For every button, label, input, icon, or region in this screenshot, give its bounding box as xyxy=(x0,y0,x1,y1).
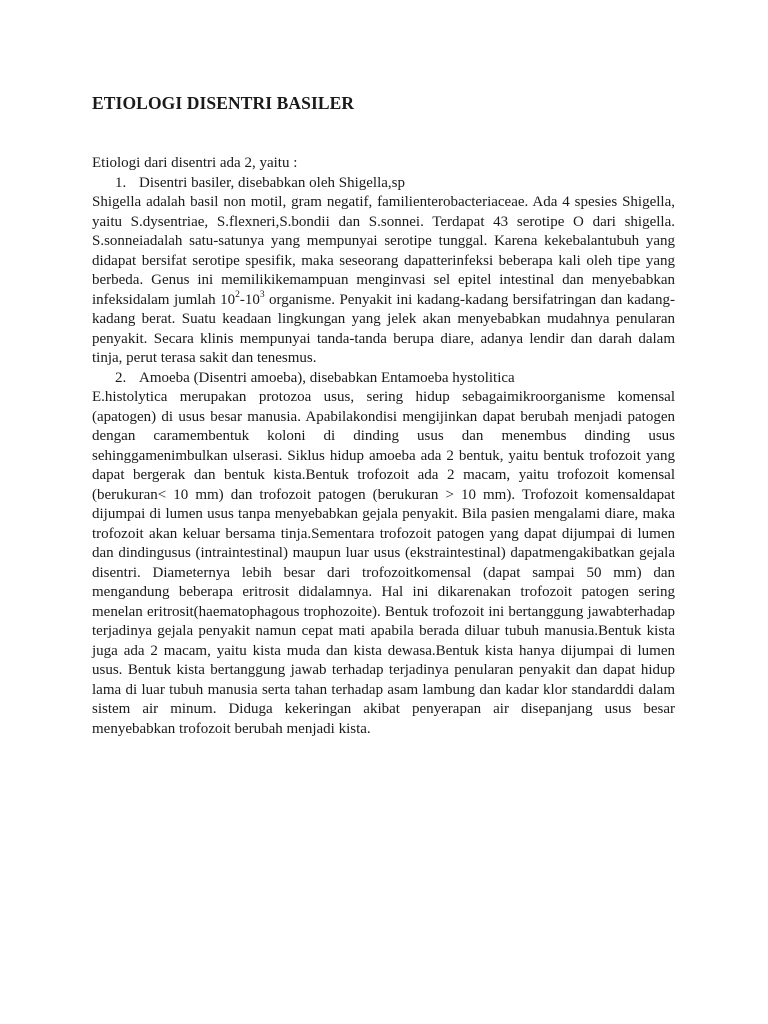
list-item-number-2: 2. xyxy=(115,369,127,386)
list-item-heading-text-2: Amoeba (Disentri amoeba), disebabkan Entamoeba hystolitica xyxy=(139,369,515,386)
paragraph-shigella-part1: Shigella adalah basil non motil, gram negatif, familienterobacteriaceae. Ada 4 spesies Shigella, yaitu S.dysentriae, S.flexneri,S.bondii dan S.sonnei. Terdapat 43 serotipe O dari shigella. S.sonneiadalah satu-satunya yang mempunyai serotipe tunggal. Karena kekebalantubuh yang didapat bersifat serotipe spesifik, maka seseorang dapatterinfeksi beberapa kali oleh tipe yang berbeda. Genus ini memilikikemampuan menginvasi sel epitel intestinal dan menyebabkan infeksidalam jumlah 10 xyxy=(92,194,675,308)
list-item-heading-2 xyxy=(92,369,675,389)
list-item-number-1: 1. xyxy=(115,174,127,191)
document-title: ETIOLOGI DISENTRI BASILER xyxy=(92,93,355,113)
intro-line: Etiologi dari disentri ada 2, yaitu : xyxy=(92,155,298,171)
list-item-heading-text-1: Disentri basiler, disebabkan oleh Shigella,sp xyxy=(139,174,406,191)
paragraph-shigella xyxy=(92,193,675,369)
paragraph-amoeba: E.histolytica merupakan protozoa usus, sering hidup sebagaimikroorganisme komensal (apatogen) di usus besar manusia. Apabilakondisi mengijinkan dapat berubah menjadi patogen dengan caramembentuk koloni di dinding usus dan menembus dinding usus sehinggamenimbulkan ulserasi. Siklus hidup amoeba ada 2 bentuk, yaitu bentuk trofozoit yang dapat bergerak dan bentuk kista.Bentuk trofozoit ada 2 macam, yaitu trofozoit komensal (berukuran< 10 mm) dan trofozoit patogen (berukuran > 10 mm). Trofozoit komensaldapat dijumpai di lumen usus tanpa menyebabkan gejala penyakit. Bila pasien mengalami diare, maka trofozoit akan keluar bersama tinja.Sementara trofozoit patogen yang dapat dijumpai di lumen dan dindingusus (intraintestinal) maupun luar usus (ekstraintestinal) dapatmengakibatkan gejala disentri. Diameternya lebih besar dari trofozoitkomensal (dapat sampai 50 mm) dan mengandung beberapa eritrosit didalamnya. Hal ini dikarenakan trofozoit patogen sering menelan eritrosit(haematophagous trophozoite). Bentuk trofozoit ini bertanggung jawabterhadap terjadinya gejala penyakit namun cepat mati apabila berada diluar tubuh manusia.Bentuk kista juga ada 2 macam, yaitu kista muda dan kista dewasa.Bentuk kista hanya dijumpai di lumen usus. Bentuk kista bertanggung jawab terhadap terjadinya penularan penyakit dan dapat hidup lama di luar tubuh manusia serta tahan terhadap asam lambung dan kadar klor standarddi dalam sistem air minum. Diduga kekeringan akibat penyerapan air disepanjang usus besar menyebabkan trofozoit berubah menjadi kista. xyxy=(92,389,675,737)
document-page xyxy=(92,90,675,739)
list-item-heading-1 xyxy=(92,174,675,194)
paragraph-shigella-mid: -10 xyxy=(239,291,260,308)
superscript-exponent-2: 2 xyxy=(235,289,240,300)
superscript-exponent-3: 3 xyxy=(259,289,265,300)
paragraph-shigella-part2: organisme. Penyakit ini kadang-kadang bersifatringan dan kadang-kadang berat. Suatu keadaan lingkungan yang jelek akan menyebabkan mudahnya penularan penyakit. Secara klinis mempunyai tanda-tanda berupa diare, adanya lendir dan darah dalam tinja, perut terasa sakit dan tenesmus. xyxy=(92,291,676,366)
document-body xyxy=(92,154,675,739)
